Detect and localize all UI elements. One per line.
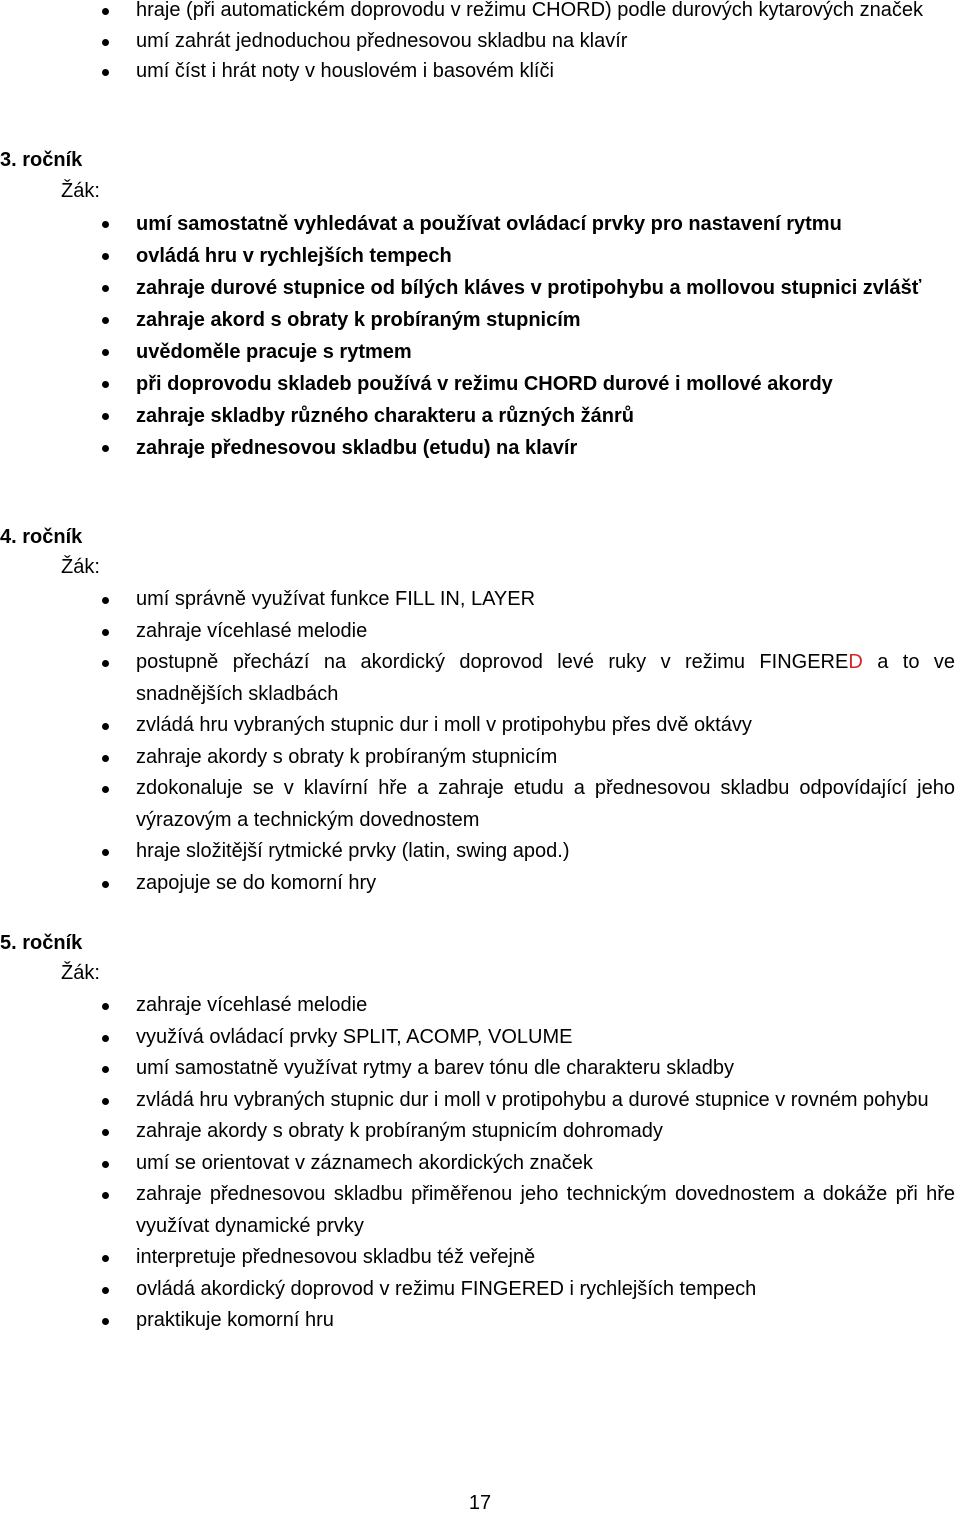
list-item: zahraje vícehlasé melodie [0, 990, 960, 1022]
bullet-icon [102, 629, 109, 636]
section-heading-year-3: 3. ročník [0, 149, 83, 171]
list-item: postupně přechází na akordický doprovod levé ruky v režimu FINGERED a to ve snadnějších skladbách [0, 647, 960, 710]
bullet-icon [102, 1318, 109, 1325]
bullet-icon [102, 285, 109, 292]
list-item: zahraje akord s obraty k probíraným stupnicím [0, 304, 960, 336]
student-label: Žák: [61, 556, 100, 578]
bullet-icon [102, 1098, 109, 1105]
list-item: při doprovodu skladeb používá v režimu CHORD durové i mollové akordy [0, 368, 960, 400]
list-item: umí se orientovat v záznamech akordických značek [0, 1148, 960, 1180]
bullet-icon [102, 881, 109, 888]
list-item: zapojuje se do komorní hry [0, 868, 960, 900]
bullet-icon [102, 755, 109, 762]
bullet-icon [102, 786, 109, 793]
bullet-icon [102, 349, 109, 356]
bullet-icon [102, 1035, 109, 1042]
list-item: zvládá hru vybraných stupnic dur i moll v protipohybu přes dvě oktávy [0, 710, 960, 742]
list-item: interpretuje přednesovou skladbu též veřejně [0, 1242, 960, 1274]
bullet-icon [102, 1066, 109, 1073]
list-item: zdokonaluje se v klavírní hře a zahraje etudu a přednesovou skladbu odpovídající jeho výrazovým a technickým dovednostem [0, 773, 960, 836]
bullet-icon [102, 849, 109, 856]
list-item: zvládá hru vybraných stupnic dur i moll v protipohybu a durové stupnice v rovném pohybu [0, 1085, 960, 1117]
list-item: umí číst i hrát noty v houslovém i basovém klíči [0, 56, 960, 87]
list-year-5 [0, 990, 960, 1337]
list-item: zahraje akordy s obraty k probíraným stupnicím [0, 742, 960, 774]
highlight-letter: D [848, 651, 863, 673]
bullet-icon [102, 660, 109, 667]
bullet-icon [102, 1287, 109, 1294]
list-item: využívá ovládací prvky SPLIT, ACOMP, VOLUME [0, 1022, 960, 1054]
section-heading-year-4: 4. ročník [0, 526, 83, 548]
list-item: hraje (při automatickém doprovodu v režimu CHORD) podle durových kytarových značek [0, 0, 960, 26]
list-item: zahraje vícehlasé melodie [0, 616, 960, 648]
list-year-3 [0, 208, 960, 464]
list-year-4 [0, 584, 960, 899]
student-label: Žák: [61, 180, 100, 202]
bullet-icon [102, 1003, 109, 1010]
list-item: ovládá hru v rychlejších tempech [0, 240, 960, 272]
list-item: praktikuje komorní hru [0, 1305, 960, 1337]
bullet-icon [102, 597, 109, 604]
list-item: zahraje skladby různého charakteru a různých žánrů [0, 400, 960, 432]
list-item: umí samostatně využívat rytmy a barev tónu dle charakteru skladby [0, 1053, 960, 1085]
bullet-icon [102, 1129, 109, 1136]
list-item: zahraje přednesovou skladbu (etudu) na klavír [0, 432, 960, 464]
bullet-icon [102, 8, 109, 15]
bullet-icon [102, 381, 109, 388]
bullet-icon [102, 1192, 109, 1199]
list-item: uvědoměle pracuje s rytmem [0, 336, 960, 368]
bullet-icon [102, 1161, 109, 1168]
bullet-icon [102, 253, 109, 260]
bullet-icon [102, 317, 109, 324]
list-item: hraje složitější rytmické prvky (latin, swing apod.) [0, 836, 960, 868]
bullet-icon [102, 723, 109, 730]
bullet-icon [102, 39, 109, 46]
list-item: umí zahrát jednoduchou přednesovou skladbu na klavír [0, 26, 960, 57]
list-item: zahraje durové stupnice od bílých kláves v protipohybu a mollovou stupnici zvlášť [0, 272, 960, 304]
list-item: umí samostatně vyhledávat a používat ovládací prvky pro nastavení rytmu [0, 208, 960, 240]
list-item: zahraje akordy s obraty k probíraným stupnicím dohromady [0, 1116, 960, 1148]
bullet-icon [102, 69, 109, 76]
bullet-icon [102, 413, 109, 420]
list-item: zahraje přednesovou skladbu přiměřenou jeho technickým dovednostem a dokáže při hře využívat dynamické prvky [0, 1179, 960, 1242]
list-item: ovládá akordický doprovod v režimu FINGERED i rychlejších tempech [0, 1274, 960, 1306]
bullet-icon [102, 221, 109, 228]
page-number: 17 [468, 1492, 492, 1514]
list-continued [0, 0, 960, 87]
student-label: Žák: [61, 962, 100, 984]
bullet-icon [102, 445, 109, 452]
bullet-icon [102, 1255, 109, 1262]
section-heading-year-5: 5. ročník [0, 932, 83, 954]
list-item: umí správně využívat funkce FILL IN, LAYER [0, 584, 960, 616]
